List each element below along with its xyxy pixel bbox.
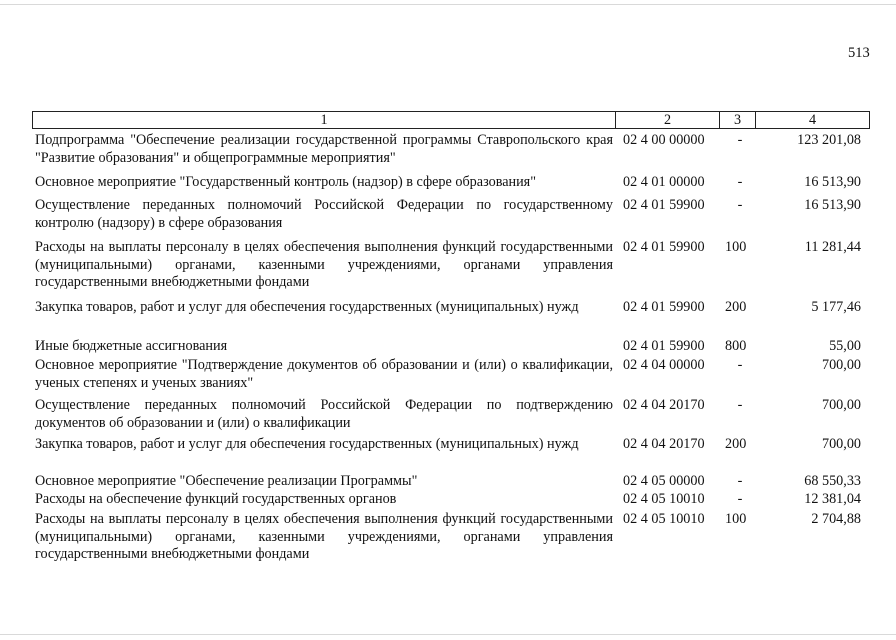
- row-amount: 5 177,46: [811, 299, 861, 315]
- row-description: Закупка товаров, работ и услуг для обеспечения государственных (муниципальных) нужд: [35, 436, 579, 452]
- table-header: [32, 111, 870, 129]
- scan-top-edge: [0, 4, 896, 5]
- row-description: Расходы на выплаты персоналу в целях обеспечения выполнения функций государственными (муниципальными) органами, казенными учреждениями, органами управления государственными внебюджетными фондами: [35, 239, 613, 290]
- header-col-3: 3: [720, 112, 756, 128]
- row-expense-type: 200: [725, 436, 747, 452]
- row-amount: 123 201,08: [797, 132, 861, 148]
- row-amount: 55,00: [829, 338, 861, 354]
- row-code: 02 4 01 59900: [623, 197, 705, 213]
- row-description: Основное мероприятие "Обеспечение реализации Программы": [35, 473, 418, 489]
- row-code: 02 4 01 59900: [623, 299, 705, 315]
- row-expense-type: 100: [725, 511, 747, 527]
- row-expense-type: -: [737, 397, 743, 413]
- row-description: Расходы на обеспечение функций государственных органов: [35, 491, 397, 507]
- row-expense-type: 200: [725, 299, 747, 315]
- row-description: Осуществление переданных полномочий Российской Федерации по подтверждению документов об образовании и (или) о квалификации: [35, 397, 613, 431]
- row-expense-type: -: [737, 473, 743, 489]
- row-amount: 11 281,44: [804, 239, 861, 255]
- row-amount: 2 704,88: [811, 511, 861, 527]
- row-description: Иные бюджетные ассигнования: [35, 338, 228, 354]
- row-amount: 16 513,90: [804, 174, 861, 190]
- row-amount: 16 513,90: [804, 197, 861, 213]
- header-col-1: 1: [33, 112, 616, 128]
- row-expense-type: 800: [725, 338, 747, 354]
- row-description: Основное мероприятие "Государственный контроль (надзор) в сфере образования": [35, 174, 537, 190]
- row-code: 02 4 01 59900: [623, 239, 705, 255]
- row-description: Основное мероприятие "Подтверждение документов об образовании и (или) о квалификации, ученых степенях и ученых званиях": [35, 357, 613, 391]
- row-code: 02 4 04 20170: [623, 397, 705, 413]
- row-expense-type: -: [737, 174, 743, 190]
- row-code: 02 4 01 59900: [623, 338, 705, 354]
- header-col-2: 2: [616, 112, 720, 128]
- row-amount: 12 381,04: [804, 491, 861, 507]
- row-code: 02 4 04 20170: [623, 436, 705, 452]
- header-col-4: 4: [808, 112, 817, 128]
- row-amount: 700,00: [821, 357, 861, 373]
- row-code: 02 4 05 00000: [623, 473, 705, 489]
- row-expense-type: -: [737, 197, 743, 213]
- row-code: 02 4 00 00000: [623, 132, 705, 148]
- row-code: 02 4 04 00000: [623, 357, 705, 373]
- page-number: 513: [848, 45, 870, 61]
- row-description: Закупка товаров, работ и услуг для обеспечения государственных (муниципальных) нужд: [35, 299, 579, 315]
- row-expense-type: -: [737, 132, 743, 148]
- scan-bottom-edge: [0, 634, 896, 635]
- row-description: Осуществление переданных полномочий Российской Федерации по государственному контролю (надзору) в сфере образования: [35, 197, 613, 231]
- row-amount: 700,00: [821, 397, 861, 413]
- row-expense-type: -: [737, 357, 743, 373]
- row-code: 02 4 05 10010: [623, 491, 705, 507]
- row-amount: 700,00: [821, 436, 861, 452]
- row-code: 02 4 05 10010: [623, 511, 705, 527]
- row-expense-type: 100: [725, 239, 747, 255]
- row-amount: 68 550,33: [804, 473, 861, 489]
- row-expense-type: -: [737, 491, 743, 507]
- row-description: Подпрограмма "Обеспечение реализации государственной программы Ставропольского края "Развитие образования" и общепрограммные мероприятия": [35, 132, 613, 166]
- row-code: 02 4 01 00000: [623, 174, 705, 190]
- row-description: Расходы на выплаты персоналу в целях обеспечения выполнения функций государственными (муниципальными) органами, казенными учреждениями, органами управления государственными внебюджетными фондами: [35, 511, 613, 562]
